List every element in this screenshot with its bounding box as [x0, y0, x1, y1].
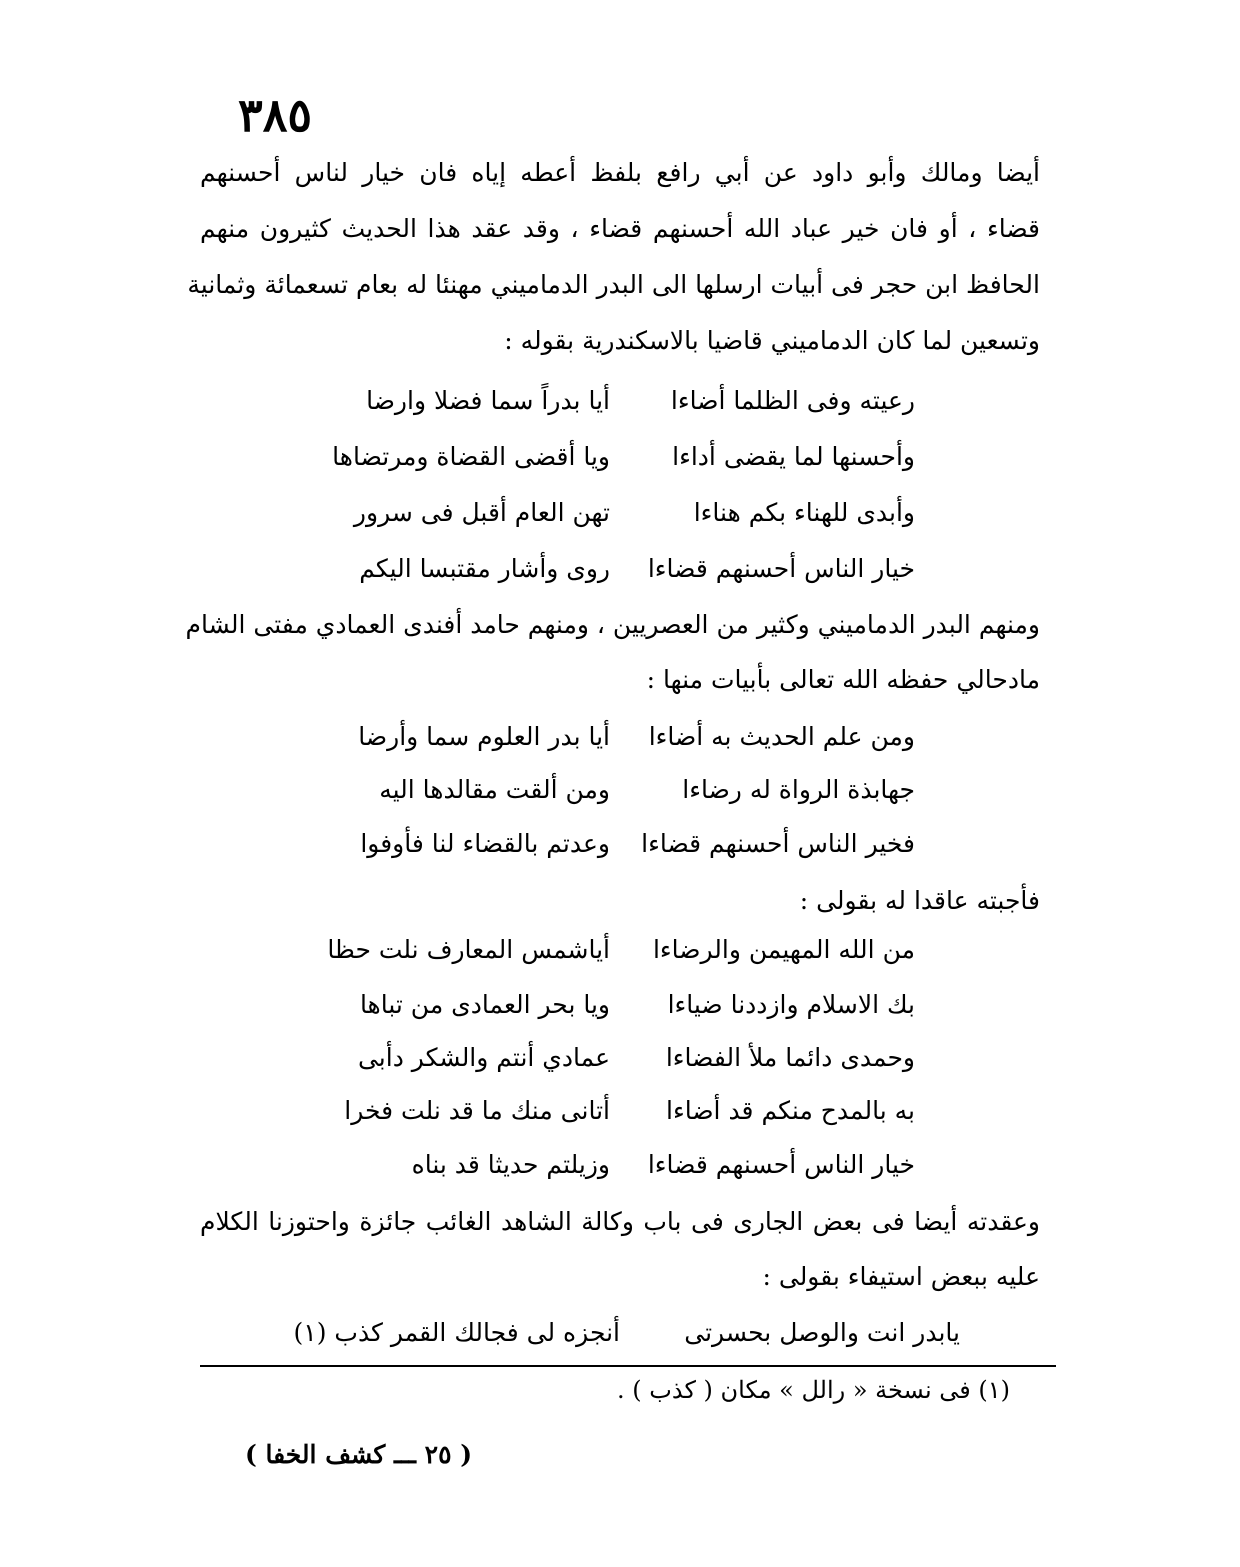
verse-second-hemistich: خيار الناس أحسنهم قضاءا	[647, 1150, 915, 1179]
verse-second-hemistich: من الله المهيمن والرضاءا	[652, 935, 915, 964]
verse-first-hemistich: روى وأشار مقتبسا اليكم	[359, 554, 610, 583]
verse-first-hemistich: تهن العام أقبل فى سرور	[353, 498, 610, 527]
verse-second-hemistich: وأبدى للهناء بكم هناءا	[693, 498, 915, 527]
verse-first-hemistich: عمادي أنتم والشكر دأبى	[357, 1043, 610, 1072]
verse-second-hemistich: وحمدى دائما ملأ الفضاءا	[665, 1043, 915, 1072]
paragraph-3-line-1: فأجبته عاقدا له بقولى :	[799, 886, 1040, 915]
footnote: (١) فى نسخة « رالل » مكان ( كذب ) .	[617, 1376, 1010, 1404]
verse-second-hemistich: رعيته وفى الظلما أضاءا	[670, 386, 915, 415]
verse-first-hemistich: وزيلتم حديثا قد بناه	[411, 1150, 610, 1179]
verse-second-hemistich: أنجزه لى فجالك القمر كذب (١)	[293, 1318, 620, 1347]
verse-first-hemistich: أيا بدراً سما فضلا وارضا	[366, 386, 610, 415]
paragraph-1-line-4: وتسعين لما كان الدماميني قاضيا بالاسكندرية بقوله :	[504, 326, 1040, 355]
verse-second-hemistich: فخير الناس أحسنهم قضاءا	[641, 829, 915, 858]
paragraph-1-line-3: الحافظ ابن حجر فى أبيات ارسلها الى البدر الدماميني مهنئا له بعام تسعمائة وثمانية	[187, 270, 1040, 299]
verse-second-hemistich: به بالمدح منكم قد أضاءا	[666, 1096, 915, 1125]
verse-second-hemistich: خيار الناس أحسنهم قضاءا	[647, 554, 915, 583]
footnote-divider	[200, 1365, 1056, 1367]
verse-second-hemistich: جهابذة الرواة له رضاءا	[682, 775, 915, 804]
verse-first-hemistich: أيا بدر العلوم سما وأرضا	[358, 722, 610, 751]
paragraph-1-line-2: قضاء ، أو فان خير عباد الله أحسنهم قضاء ، وقد عقد هذا الحديث كثيرون منهم	[200, 214, 1040, 243]
verse-second-hemistich: بك الاسلام وازددنا ضياءا	[667, 990, 915, 1019]
verse-first-hemistich: يابدر انت والوصل بحسرتى	[684, 1318, 960, 1347]
paragraph-2-line-2: مادحالي حفظه الله تعالى بأبيات منها :	[646, 665, 1040, 694]
paragraph-4-line-1: وعقدته أيضا فى بعض الجارى فى باب وكالة الشاهد الغائب جائزة واحتوزنا الكلام	[200, 1207, 1040, 1236]
paragraph-1-line-1: أيضا ومالك وأبو داود عن أبي رافع بلفظ أعطه إياه فان خيار لناس أحسنهم	[200, 158, 1040, 187]
verse-first-hemistich: ومن ألقت مقالدها اليه	[379, 775, 610, 804]
signature-mark: ( ٢٥ ـــ كشف الخفا )	[245, 1440, 473, 1469]
paragraph-2-line-1: ومنهم البدر الدماميني وكثير من العصريين ، ومنهم حامد أفندى العمادي مفتى الشام	[185, 610, 1040, 639]
verse-second-hemistich: وأحسنها لما يقضى أداءا	[672, 442, 915, 471]
verse-first-hemistich: وعدتم بالقضاء لنا فأوفوا	[360, 829, 610, 858]
verse-second-hemistich: ومن علم الحديث به أضاءا	[648, 722, 915, 751]
paragraph-4-line-2: عليه ببعض استيفاء بقولى :	[762, 1262, 1040, 1291]
verse-first-hemistich: ويا أقضى القضاة ومرتضاها	[332, 442, 610, 471]
verse-first-hemistich: أياشمس المعارف نلت حظا	[327, 935, 610, 964]
verse-first-hemistich: ويا بحر العمادى من تباها	[359, 990, 610, 1019]
verse-first-hemistich: أتانى منك ما قد نلت فخرا	[344, 1096, 610, 1125]
page-number: ٣٨٥	[238, 88, 313, 142]
